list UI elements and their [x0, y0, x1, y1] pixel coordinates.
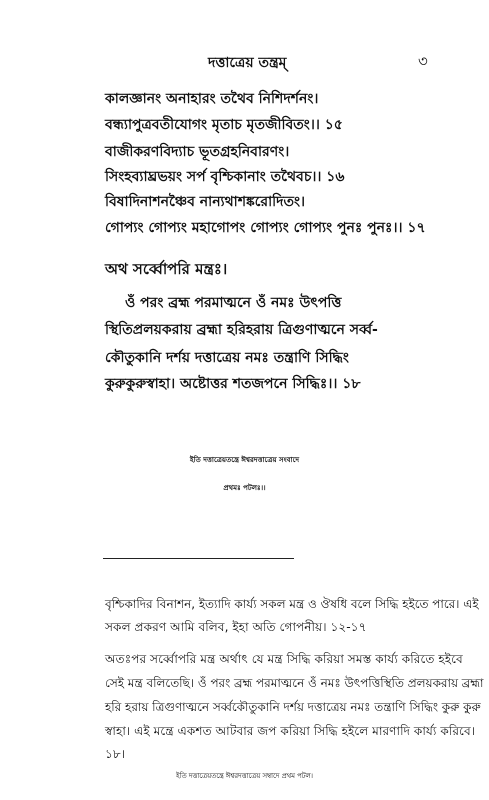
footnote-line: হরি হরায় ত্রিগুণাত্মনে সর্ব্বকৌতুকানি দর্শয় দত্তাত্রেয় নমঃ তন্ত্রাণি সিদ্ধিং কুরু কুরু [105, 700, 481, 714]
verse-line: গোপ্যং গোপ্যং মহাগোপং গোপ্যং গোপ্যং পুনঃ পুনঃ।। ১৭ [105, 220, 426, 236]
mantra-line: ওঁ পরং ব্রহ্ম পরমাত্মনে ওঁ নমঃ উৎপত্তি [125, 295, 342, 311]
footnote-line: স্বাহা। এই মন্ত্রে একশত আটবার জপ করিয়া সিদ্ধি হইলে মারণাদি কার্য্য করিবে। [105, 724, 476, 738]
verse-line: বিষাদিনাশনঞ্চৈব নান্যথাশঙ্করোদিতং। [105, 194, 306, 210]
mantra-line: স্থিতিপ্রলয়করায় ব্রহ্মা হরিহরায় ত্রিগুণাত্মনে সর্ব্ব- [105, 322, 378, 338]
footnote-colophon: ইতি দত্তাত্রেয়তন্ত্রে ঈশ্বরদত্তাত্রেয় সম্বাদে প্রথম পটল। [175, 772, 314, 780]
mantra-line: কুরুকুরুস্বাহা। অষ্টোত্তর শতজপনে সিদ্ধিঃ।। ১৮ [105, 376, 361, 392]
footnote-divider [103, 558, 294, 559]
verse-line: কালজ্ঞানং অনাহারং তথৈব নিশিদর্শনং। [105, 91, 319, 107]
colophon-line: প্রথমঃ পটলঃ।। [223, 484, 266, 492]
footnote-line: সকল প্রকরণ আমি বলিব, ইহা অতি গোপনীয়। ১২-১৭ [105, 620, 367, 634]
running-header: দত্তাত্রেয় তন্ত্রম্ [208, 55, 287, 71]
verse-line: সিংহব্যাঘ্রভয়ং সর্প বৃশ্চিকানাং তথৈবচ।। ১৬ [105, 169, 345, 185]
colophon-line: ইতি দত্তাত্রেয়তন্ত্রে ঈশ্বরদত্তাত্রেয় সংবাদে [189, 456, 300, 464]
footnote-line: অতঃপর সর্ব্বোপরি মন্ত্র অর্থাৎ যে মন্ত্র সিদ্ধি করিয়া সমস্ত কার্য্য করিতে হইবে [105, 652, 463, 666]
verse-line: বন্ধ্যাপুত্রবতীযোগং মৃতাচ মৃতজীবিতং।। ১৫ [105, 117, 343, 133]
mantra-line: কৌতুকানি দর্শয় দত্তাত্রেয় নমঃ তন্ত্রাণি সিদ্ধিং [105, 350, 349, 366]
page-number: ৩ [418, 52, 428, 70]
footnote-line: ১৮। [105, 747, 126, 761]
footnote-line: সেই মন্ত্র বলিতেছি। ওঁ পরং ব্রহ্ম পরমাত্মনে ওঁ নমঃ উৎপত্তিস্থিতি প্রলয়করায় ব্রহ্মা [105, 676, 484, 690]
verse-line: বাজীকরণবিদ্যাচ ভূতগ্রহনিবারণং। [105, 144, 290, 160]
footnote-line: বৃশ্চিকাদির বিনাশন, ইত্যাদি কার্য্য সকল মন্ত্র ও ঔষধি বলে সিদ্ধি হইতে পারে। এই [105, 597, 479, 611]
section-heading: অথ সর্ব্বোপরি মন্ত্রঃ। [105, 260, 228, 278]
